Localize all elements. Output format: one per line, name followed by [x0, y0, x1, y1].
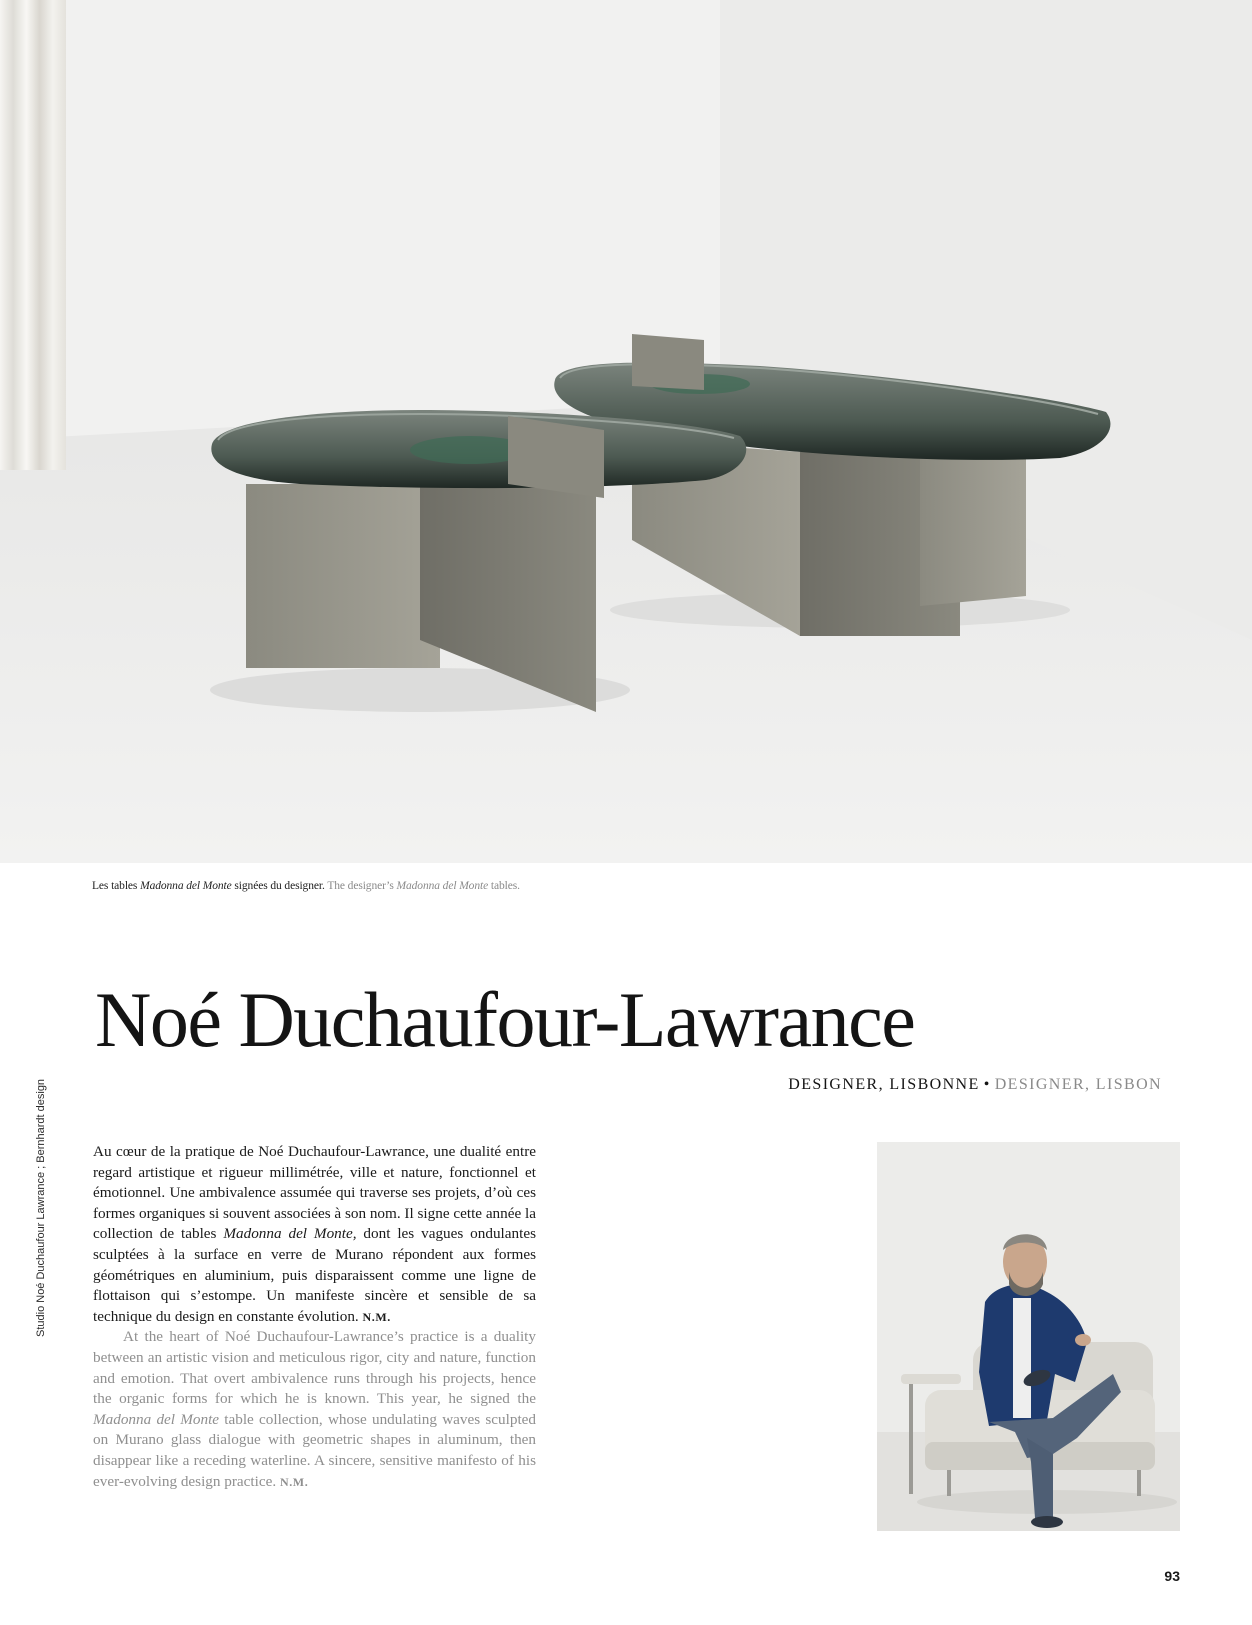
body-en-1: At the heart of Noé Duchaufour-Lawrance’s practice is a duality between an artistic vision and meticulous rigor, city and nature, function and emotion. That overt ambivalence runs through his projects, hence the organic forms for which he is known. This year, he signed the: [93, 1328, 536, 1408]
body-fr-signature: N.M.: [362, 1309, 391, 1324]
body-fr-2: dont les vagues ondulantes sculptées à la surface en verre de Murano répondent aux formes géométriques en aluminium, puis disparaissent comme une ligne de flottaison qui s’estompe. Un manifeste sincère et sensible de sa technique du design en constante évolution.: [93, 1225, 536, 1325]
body-en-italic: Madonna del Monte: [93, 1410, 220, 1428]
photo-caption: [92, 880, 992, 892]
body-fr-italic: Madonna del Monte,: [223, 1225, 357, 1243]
caption-fr-after: signées du designer.: [231, 880, 325, 892]
body-fr-1: Au cœur de la pratique de Noé Duchaufour-Lawrance, une dualité entre regard artistique et rigueur millimétrée, ville et nature, fonctionnel et émotionnel. Une ambivalence assumée qui traverse ses projets, d’où ces formes organiques si souvent associées à son nom. Il signe cette année la collection de tables: [93, 1143, 536, 1243]
portrait-photo: [877, 1142, 1180, 1531]
caption-en-before: The designer’s: [324, 880, 397, 892]
page-number: 93: [1164, 1568, 1180, 1584]
body-en-signature: N.M.: [279, 1474, 309, 1489]
caption-en: [325, 880, 520, 892]
article-subtitle: [788, 1076, 1162, 1094]
caption-en-italic: Madonna del Monte: [396, 880, 489, 892]
caption-fr-italic: Madonna del Monte: [140, 880, 232, 892]
body-en-2: table collection, whose undulating waves sculpted on Murano glass dialogue with geometric shapes in aluminum, then disappear like a receding waterline. A sincere, sensitive manifesto of his ever-evolving design practice.: [93, 1410, 536, 1490]
caption-en-after: tables.: [488, 880, 520, 892]
caption-fr-before: Les tables: [92, 880, 141, 892]
subtitle-separator: •: [983, 1076, 991, 1093]
body-paragraph-en: [93, 1327, 536, 1492]
body-paragraph-fr: [93, 1142, 536, 1327]
photo-credit: Studio Noé Duchaufour Lawrance ; Bernhardt design: [35, 1078, 47, 1337]
article-title: Noé Duchaufour-Lawrance: [95, 976, 915, 1063]
subtitle-fr: DESIGNER, LISBONNE: [788, 1076, 980, 1093]
subtitle-en: DESIGNER, LISBON: [994, 1076, 1162, 1093]
article-body: [93, 1142, 536, 1492]
